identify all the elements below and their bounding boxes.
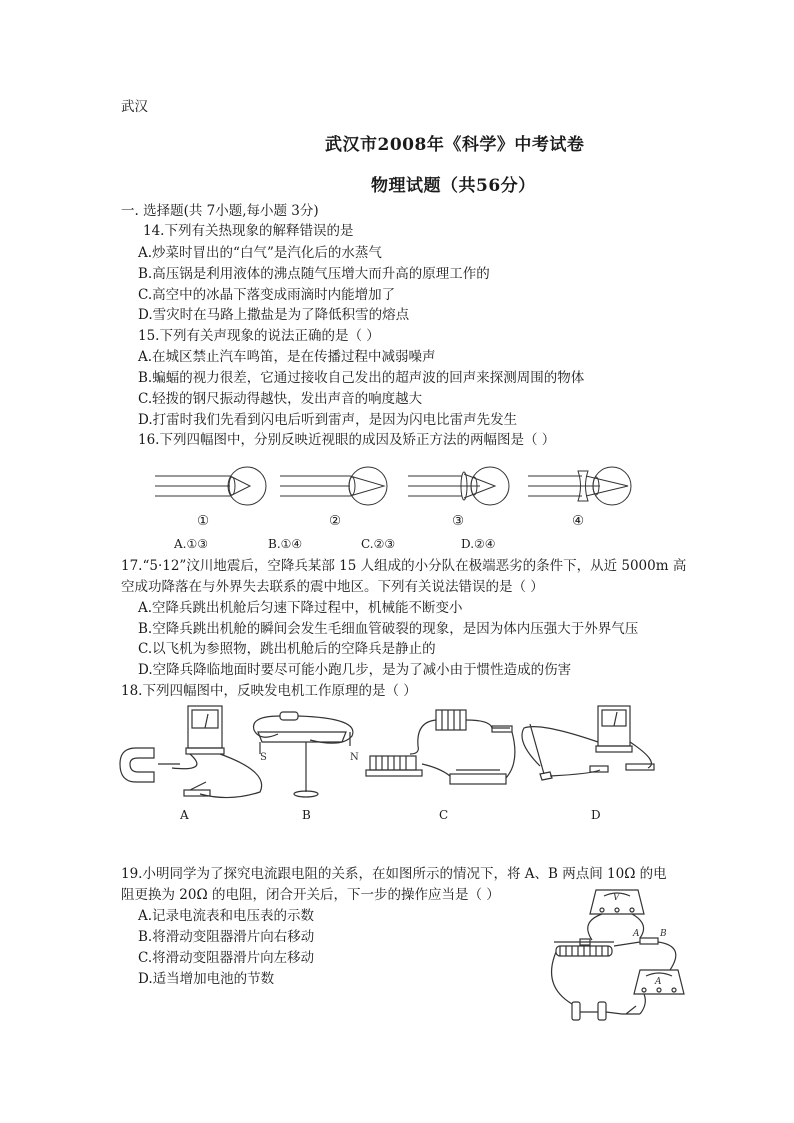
q17-option-a: A.空降兵跳出机舱后匀速下降过程中，机械能不断变小 [138, 600, 463, 616]
q18-figure-a [120, 706, 262, 798]
q14-stem: 14.下列有关热现象的解释错误的是 [143, 223, 354, 239]
q19-stem-line1: 19.小明同学为了探究电流跟电阻的关系，在如图所示的情况下，将 A、B 两点间 10Ω 的电 [121, 866, 667, 882]
q16-figure-label-1: ① [197, 513, 210, 529]
q17-stem-line2: 空成功降落在与外界失去联系的震中地区。下列有关说法错误的是（ ） [121, 579, 544, 595]
eye-diagram-4 [528, 467, 631, 505]
q15-option-d: D.打雷时我们先看到闪电后听到雷声，是因为闪电比雷声先发生 [138, 412, 518, 428]
q14-option-c: C.高空中的冰晶下落变成雨滴时内能增加了 [138, 287, 396, 303]
q18-stem: 18.下列四幅图中，反映发电机工作原理的是（ ） [121, 683, 417, 699]
q16-eye-figures [150, 458, 655, 514]
q15-stem: 15.下列有关声现象的说法正确的是（ ） [138, 328, 380, 344]
q15-option-c: C.轻拨的钢尺振动得越快，发出声音的响度越大 [138, 391, 423, 407]
q19-figure-mark-v: V [613, 893, 620, 903]
q19-option-d: D.适当增加电池的节数 [138, 971, 275, 987]
q18-figure-label-a: A [180, 808, 189, 822]
region-label: 武汉 [121, 99, 148, 115]
q16-option-c: C.②③ [361, 537, 396, 551]
q14-option-b: B.高压锅是利用液体的沸点随气压增大而升高的原理工作的 [138, 266, 490, 282]
page-title: 武汉市2008年《科学》中考试卷 [325, 135, 585, 155]
q18-figure-c [366, 710, 515, 784]
q18-figure-label-b: B [302, 808, 311, 822]
q19-stem-line2: 阻更换为 20Ω 的电阻，闭合开关后，下一步的操作应当是（ ） [121, 887, 500, 903]
q17-option-c: C.以飞机为参照物，跳出机舱后的空降兵是静止的 [138, 641, 436, 657]
q18-figure-d [522, 706, 654, 780]
q16-figure-label-2: ② [329, 513, 342, 529]
q17-stem-line1: 17.“5·12”汶川地震后，空降兵某部 15 人组成的小分队在极端恶劣的条件下，从近 5000m 高 [121, 558, 687, 574]
page-subtitle: 物理试题（共56分） [371, 176, 536, 196]
q19-option-a: A.记录电流表和电压表的示数 [138, 908, 315, 924]
eye-diagram-2 [280, 467, 387, 505]
q15-option-b: B.蝙蝠的视力很差，它通过接收自己发出的超声波的回声来探测周围的物体 [138, 370, 585, 386]
q17-option-d: D.空降兵降临地面时要尽可能小跑几步，是为了减小由于惯性造成的伤害 [138, 662, 572, 678]
q14-option-d: D.雪灾时在马路上撒盐是为了降低积雪的熔点 [138, 307, 410, 323]
q18-figures [120, 702, 660, 804]
q17-option-b: B.空降兵跳出机舱的瞬间会发生毛细血管破裂的现象，是因为体内压强大于外界气压 [138, 621, 639, 637]
eye-diagram-1 [155, 467, 266, 505]
q15-option-a: A.在城区禁止汽车鸣笛，是在传播过程中减弱噪声 [138, 349, 436, 365]
q19-figure-mark-b: B [660, 929, 667, 939]
q19-option-b: B.将滑动变阻器滑片向右移动 [138, 929, 315, 945]
q16-figure-label-3: ③ [452, 513, 465, 529]
q19-figure-mark-a: A [633, 929, 640, 939]
q18-figure-b-mark-s: S [260, 752, 267, 763]
q19-figure-mark-ammeter: A [655, 977, 662, 987]
q16-option-a: A.①③ [174, 537, 208, 551]
eye-diagram-3 [408, 467, 509, 505]
q18-figure-label-c: C [439, 808, 449, 822]
q18-figure-label-d: D [591, 808, 601, 822]
q18-figure-b-mark-n: N [350, 752, 359, 763]
q18-figure-b [254, 712, 353, 797]
section-heading: 一. 选择题(共 7小题,每小题 3分) [121, 203, 319, 219]
q14-option-a: A.炒菜时冒出的“白气”是汽化后的水蒸气 [138, 245, 382, 261]
q16-option-d: D.②④ [461, 537, 496, 551]
q19-circuit-figure [540, 886, 686, 1026]
q16-stem: 16.下列四幅图中，分别反映近视眼的成因及矫正方法的两幅图是（ ） [138, 432, 556, 448]
q16-option-b: B.①④ [268, 537, 303, 551]
q19-option-c: C.将滑动变阻器滑片向左移动 [138, 950, 315, 966]
q16-figure-label-4: ④ [572, 513, 585, 529]
